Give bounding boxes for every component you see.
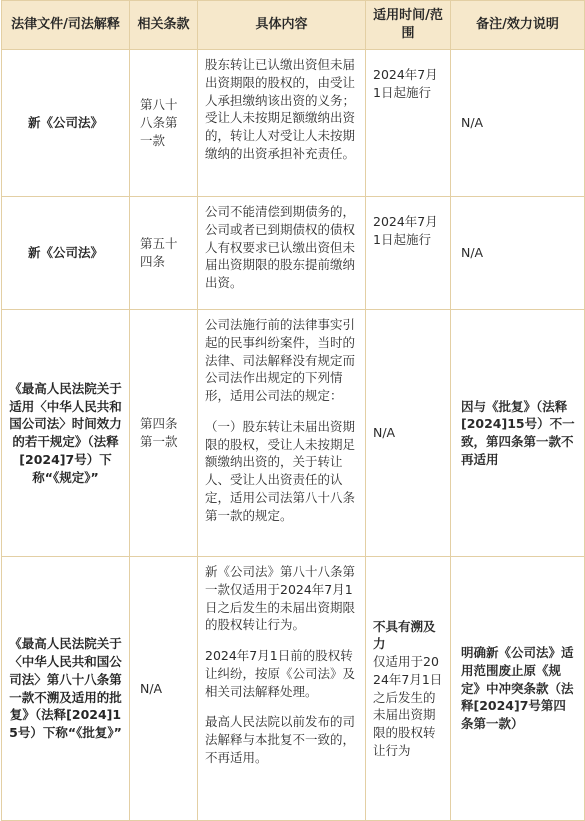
time-text: N/A	[373, 425, 396, 441]
time-text: 仅适用于2024年7月1日之后发生的未届出资期限的股权转让行为	[373, 654, 443, 758]
cell-specific-content	[198, 197, 366, 310]
table-row	[2, 197, 585, 310]
table-header-row	[2, 1, 585, 50]
header-related-article: 相关条款	[130, 1, 198, 50]
header-remark: 备注/效力说明	[451, 1, 585, 50]
content-paragraph: 公司不能清偿到期债务的，公司或者已到期债权的债权人有权要求已认缴出资但未届出资期限的股东提前缴纳出资。	[205, 204, 356, 290]
table-row	[2, 557, 585, 821]
content-paragraph: 最高人民法院以前发布的司法解释与本批复不一致的，不再适用。	[205, 714, 356, 765]
cell-legal-document: 《最高人民法院关于〈中华人民共和国公司法〉第八十八条第一款不溯及适用的批复》（法释[2024]15号）下称“《批复》”	[2, 557, 130, 821]
table-row	[2, 50, 585, 197]
cell-applicable-time	[366, 197, 451, 310]
time-text: 2024年7月1日起施行	[373, 67, 438, 100]
cell-remark: N/A	[451, 50, 585, 197]
cell-applicable-time	[366, 557, 451, 821]
header-legal-document: 法律文件/司法解释	[2, 1, 130, 50]
legal-comparison-table	[1, 0, 585, 821]
content-paragraph: 股东转让已认缴出资但未届出资期限的股权的，由受让人承担缴纳该出资的义务；受让人未按期足额缴纳出资的，转让人对受让人未按期缴纳的出资承担补充责任。	[205, 57, 356, 161]
cell-specific-content	[198, 310, 366, 557]
time-emphasis: 不具有溯及力	[373, 618, 436, 652]
cell-related-article: 第五十四条	[130, 197, 198, 310]
cell-related-article: 第八十八条第一款	[130, 50, 198, 197]
cell-legal-document: 新《公司法》	[2, 50, 130, 197]
cell-remark: N/A	[451, 197, 585, 310]
cell-legal-document: 《最高人民法院关于适用〈中华人民共和国公司法〉时间效力的若干规定》（法释[2024]7号）下称“《规定》”	[2, 310, 130, 557]
content-paragraph: 2024年7月1日前的股权转让纠纷，按原《公司法》及相关司法解释处理。	[205, 648, 356, 699]
content-paragraph: 公司法施行前的法律事实引起的民事纠纷案件，当时的法律、司法解释没有规定而公司法作出规定的下列情形，适用公司法的规定：	[205, 317, 356, 403]
cell-related-article: 第四条第一款	[130, 310, 198, 557]
cell-applicable-time	[366, 50, 451, 197]
cell-specific-content	[198, 50, 366, 197]
cell-legal-document: 新《公司法》	[2, 197, 130, 310]
cell-remark: 明确新《公司法》适用范围废止原《规定》中冲突条款（法释[2024]7号第四条第一款）	[451, 557, 585, 821]
time-text: 2024年7月1日起施行	[373, 214, 438, 247]
cell-related-article: N/A	[130, 557, 198, 821]
cell-remark: 因与《批复》（法释[2024]15号）不一致，第四条第一款不再适用	[451, 310, 585, 557]
table-row	[2, 310, 585, 557]
cell-applicable-time	[366, 310, 451, 557]
content-paragraph: （一）股东转让未届出资期限的股权，受让人未按期足额缴纳出资的，关于转让人、受让人出资责任的认定，适用公司法第八十八条第一款的规定。	[205, 418, 356, 523]
header-applicable-time: 适用时间/范围	[366, 1, 451, 50]
cell-specific-content	[198, 557, 366, 821]
header-specific-content: 具体内容	[198, 1, 366, 50]
content-paragraph: 新《公司法》第八十八条第一款仅适用于2024年7月1日之后发生的未届出资期限的股权转让行为。	[205, 564, 356, 633]
